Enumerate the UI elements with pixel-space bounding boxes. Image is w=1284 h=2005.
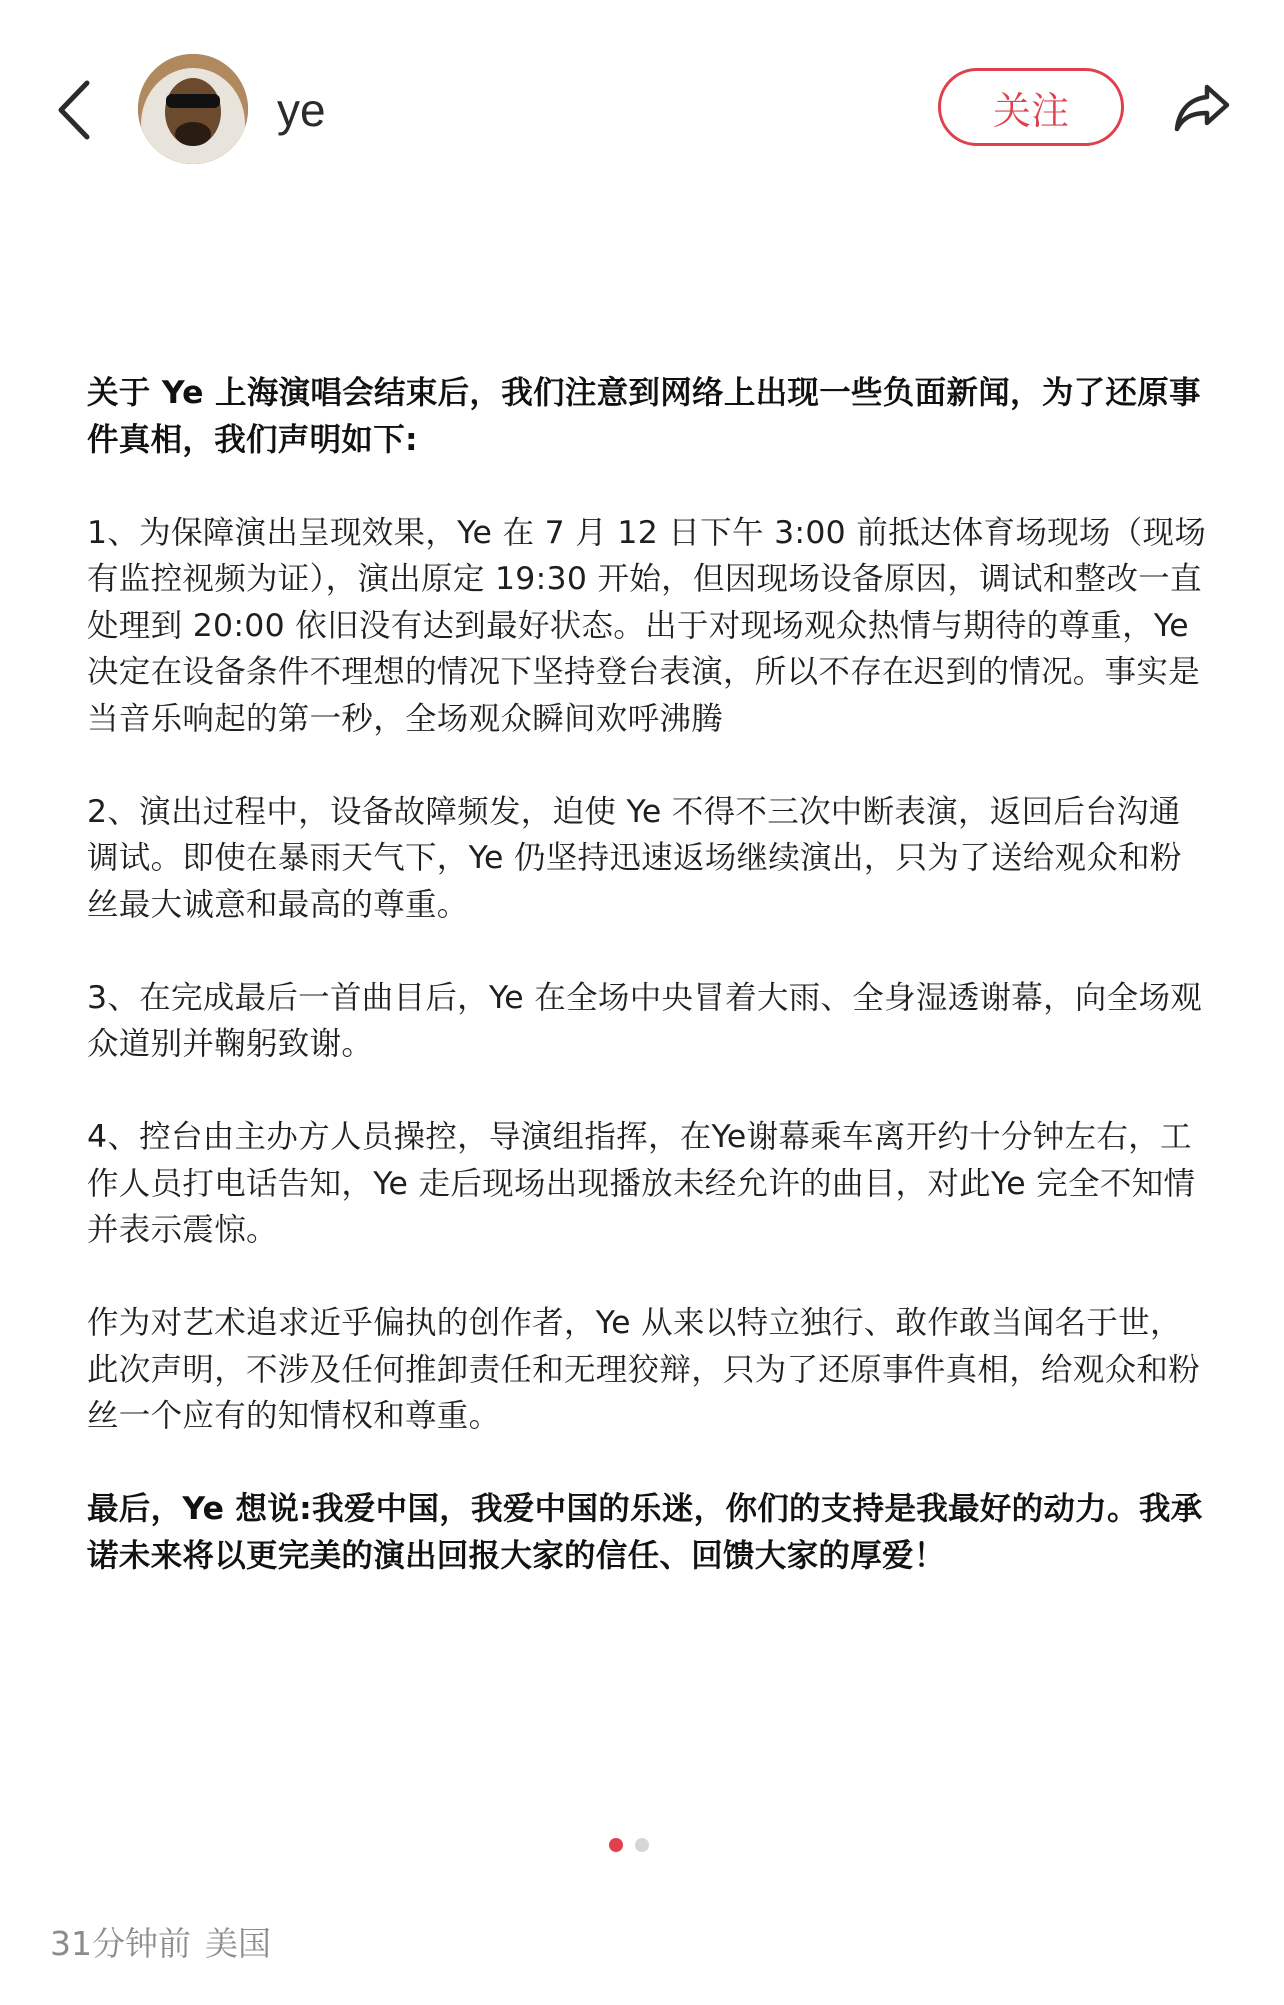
share-arrow-icon [1173,83,1231,133]
post-paragraph-3: 3、在完成最后一首曲目后，Ye 在全场中央冒着大雨、全身湿透谢幕，向全场观众道别并鞠躬致谢。 [87,979,1203,1062]
post-paragraph-1: 1、为保障演出呈现效果，Ye 在 7 月 12 日下午 3:00 前抵达体育场现场（现场有监控视频为证），演出原定 19:30 开始，但因现场设备原因，调试和整改一直处理到 20:00 依旧没有达到最好状态。出于对现场观众热情与期待的尊重，Ye 决定在设备条件不理想的情况下坚持登台表演，所以不存在迟到的情况。事实是当音乐响起的第一秒，全场观众瞬间欢呼沸腾 [87,514,1207,737]
avatar-image [138,54,248,164]
post-paragraph-closing: 最后，Ye 想说:我爱中国，我爱中国的乐迷，你们的支持是我最好的动力。我承诺未来将以更完美的演出回报大家的信任、回馈大家的厚爱！ [87,1491,1203,1574]
post-meta [50,1918,271,1965]
follow-button[interactable]: 关注 [938,68,1124,146]
chevron-left-icon [57,79,91,141]
top-bar [0,0,1284,200]
post-content [87,370,1207,1626]
share-button[interactable] [1164,70,1240,146]
carousel-dot-2[interactable] [635,1838,649,1852]
post-location: 美国 [205,1924,271,1963]
avatar[interactable] [138,54,248,164]
post-paragraph-2: 2、演出过程中，设备故障频发，迫使 Ye 不得不三次中断表演，返回后台沟通调试。即使在暴雨天气下，Ye 仍坚持迅速返场继续演出，只为了送给观众和粉丝最大诚意和最高的尊重。 [87,793,1182,923]
carousel-indicator [0,1838,1271,1852]
username[interactable]: ye [277,84,326,136]
back-button[interactable] [44,68,104,152]
post-paragraph-intro: 关于 Ye 上海演唱会结束后，我们注意到网络上出现一些负面新闻，为了还原事件真相，我们声明如下: [87,375,1201,458]
post-time: 31分钟前 [50,1924,191,1963]
post-paragraph-5: 作为对艺术追求近乎偏执的创作者，Ye 从来以特立独行、敢作敢当闻名于世，此次声明，不涉及任何推卸责任和无理狡辩，只为了还原事件真相，给观众和粉丝一个应有的知情权和尊重。 [87,1305,1201,1434]
carousel-dot-1[interactable] [609,1838,623,1852]
post-paragraph-4: 4、控台由主办方人员操控，导演组指挥，在Ye谢幕乘车离开约十分钟左右，工作人员打电话告知，Ye 走后现场出现播放未经允许的曲目，对此Ye 完全不知情并表示震惊。 [87,1119,1196,1248]
